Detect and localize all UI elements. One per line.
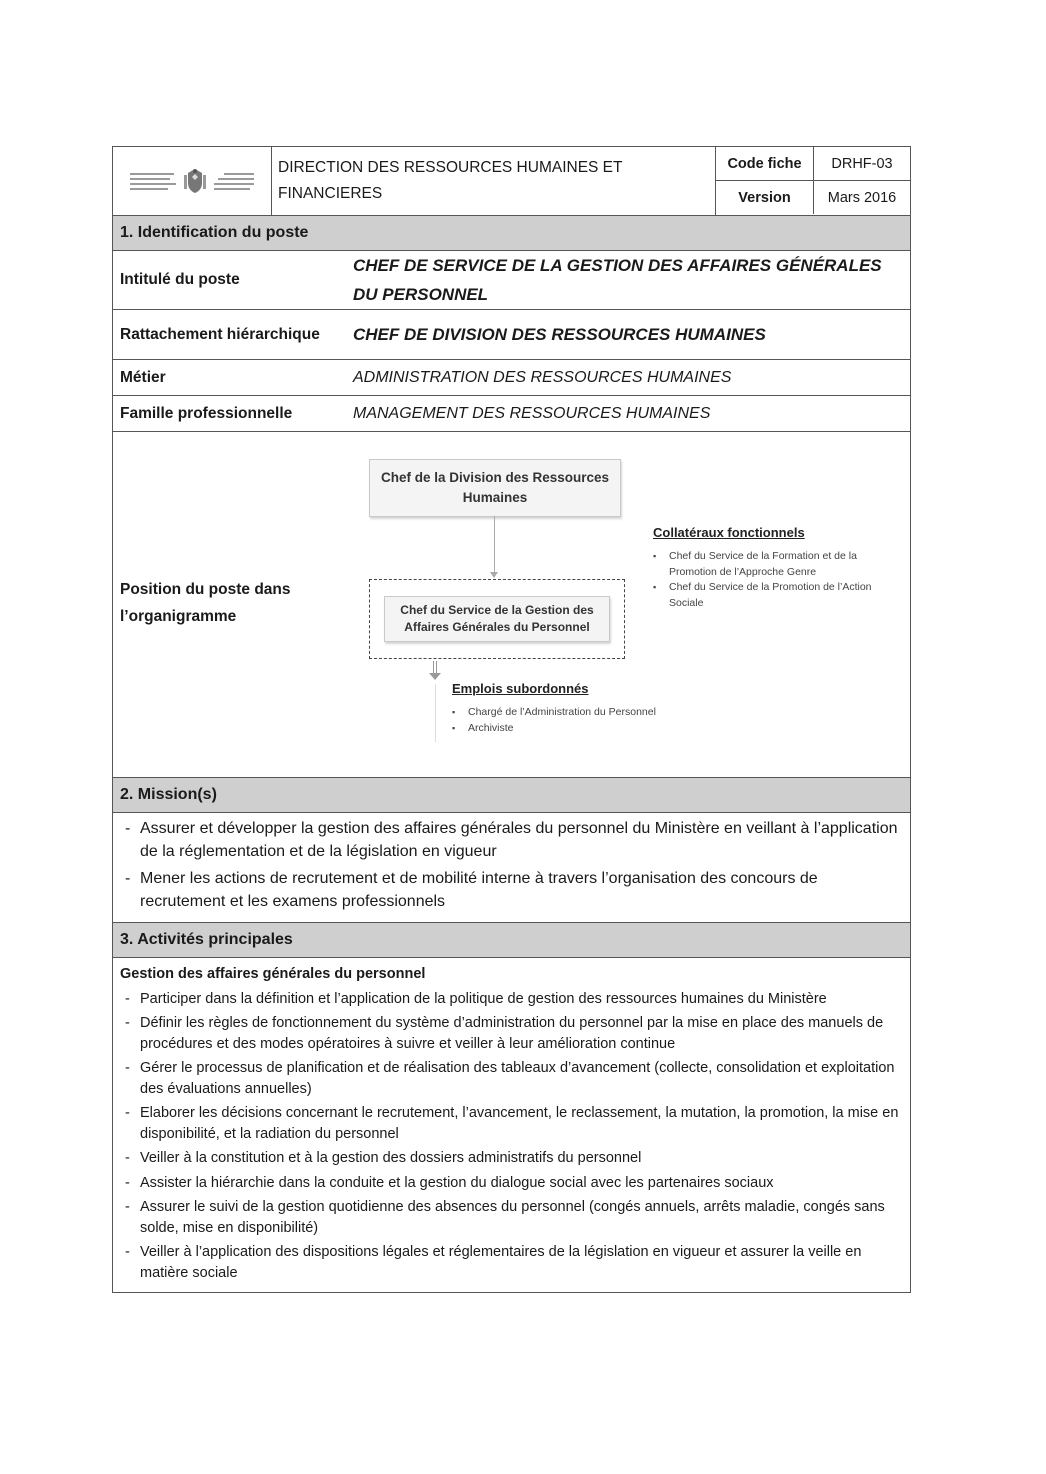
row-metier: [113, 360, 910, 396]
list-item: - Définir les règles de fonctionnement du système d’administration du personnel par la mise en place des manuels de procédures et des modes opératoires à suivre et veiller à leur amélioration continue: [113, 1013, 902, 1054]
section-mission-title: 2. Mission(s): [113, 778, 910, 813]
list-item: - Mener les actions de recrutement et de mobilité interne à travers l’organisation des concours de recrutement et les examens professionnels: [113, 868, 898, 913]
row-value: MANAGEMENT DES RESSOURCES HUMAINES: [353, 404, 711, 422]
list-item: ▪ Chef du Service de la Promotion de l’Action Sociale: [653, 580, 893, 611]
list-item: - Elaborer les décisions concernant le recrutement, l’avancement, le reclassement, la mutation, la promotion, la mise en disponibilité, et la radiation du personnel: [113, 1103, 902, 1144]
row-value: ADMINISTRATION DES RESSOURCES HUMAINES: [353, 368, 732, 386]
activities-list: [113, 989, 902, 1284]
list-item: ▪ Chargé de l’Administration du Personnel: [452, 705, 722, 721]
code-value: DRHF-03: [814, 147, 910, 181]
arrow-down-icon: [490, 572, 498, 578]
row-label: Famille professionnelle: [120, 404, 293, 422]
list-item: - Veiller à l’application des dispositions légales et réglementaires de la législation en vigueur et assurer la veille en matière sociale: [113, 1242, 902, 1283]
org-box-service-chief: Chef du Service de la Gestion des Affaires Générales du Personnel: [384, 596, 610, 642]
row-rattachement: [113, 310, 910, 360]
sheet-header: [113, 147, 910, 216]
activities-block: [113, 958, 910, 1292]
version-value: Mars 2016: [827, 189, 897, 206]
coat-of-arms-icon: [182, 167, 208, 195]
subordonnes-title: Emplois subordonnés: [452, 681, 589, 696]
arrow-down-icon: [429, 673, 441, 680]
list-item: - Gérer le processus de planification et de réalisation des tableaux d’avancement (collecte, consolidation et exploitation des évaluations annuelles): [113, 1058, 902, 1099]
row-label: Intitulé du poste: [120, 271, 240, 288]
org-connector-line: [494, 516, 495, 576]
activities-subtitle: Gestion des affaires générales du personnel: [120, 966, 426, 982]
section-activites-title: 3. Activités principales: [113, 923, 910, 958]
list-item: ▪ Chef du Service de la Formation et de la Promotion de l’Approche Genre: [653, 549, 893, 580]
logo-text-left: [130, 173, 176, 190]
section-identification-title: 1. Identification du poste: [113, 216, 910, 251]
collateraux-list: [653, 549, 893, 611]
list-item: - Assurer et développer la gestion des affaires générales du personnel du Ministère en veillant à l’application de la réglementation et de la législation en vigueur: [113, 818, 898, 863]
code-label: Code fiche: [716, 147, 814, 181]
list-item: - Assurer le suivi de la gestion quotidienne des absences du personnel (congés annuels, arrêts maladie, congés sans solde, mise en disponibilité): [113, 1197, 902, 1238]
list-item: - Veiller à la constitution et à la gestion des dossiers administratifs du personnel: [113, 1148, 902, 1169]
row-label: Rattachement hiérarchique: [120, 325, 320, 343]
row-famille: [113, 396, 910, 432]
list-item: ▪ Archiviste: [452, 721, 722, 737]
row-value: CHEF DE DIVISION DES RESSOURCES HUMAINES: [353, 325, 766, 344]
logo-text-right: [214, 173, 254, 190]
ministry-logo: [113, 147, 272, 215]
sheet-meta: [716, 147, 910, 215]
row-value: CHEF DE SERVICE DE LA GESTION DES AFFAIRES GÉNÉRALES DU PERSONNEL: [353, 256, 882, 304]
job-sheet: [112, 146, 911, 1293]
row-intitule: [113, 251, 910, 310]
subordonnes-list: [452, 705, 722, 736]
org-connector-line: [435, 684, 436, 742]
org-position-label: Position du poste dans l’organigramme: [120, 581, 291, 625]
version-label: Version: [716, 181, 814, 214]
direction-title: DIRECTION DES RESSOURCES HUMAINES ET FINANCIERES: [272, 147, 716, 215]
org-box-division-chief: Chef de la Division des Ressources Humaines: [369, 459, 621, 517]
list-item: - Assister la hiérarchie dans la conduite et la gestion du dialogue social avec les partenaires sociaux: [113, 1173, 902, 1194]
list-item: - Participer dans la définition et l’application de la politique de gestion des ressources humaines du Ministère: [113, 989, 902, 1010]
mission-block: [113, 813, 910, 923]
row-label: Métier: [120, 368, 166, 386]
org-chart-row: [113, 432, 910, 778]
mission-list: [113, 818, 898, 913]
collateraux-title: Collatéraux fonctionnels: [653, 525, 805, 540]
